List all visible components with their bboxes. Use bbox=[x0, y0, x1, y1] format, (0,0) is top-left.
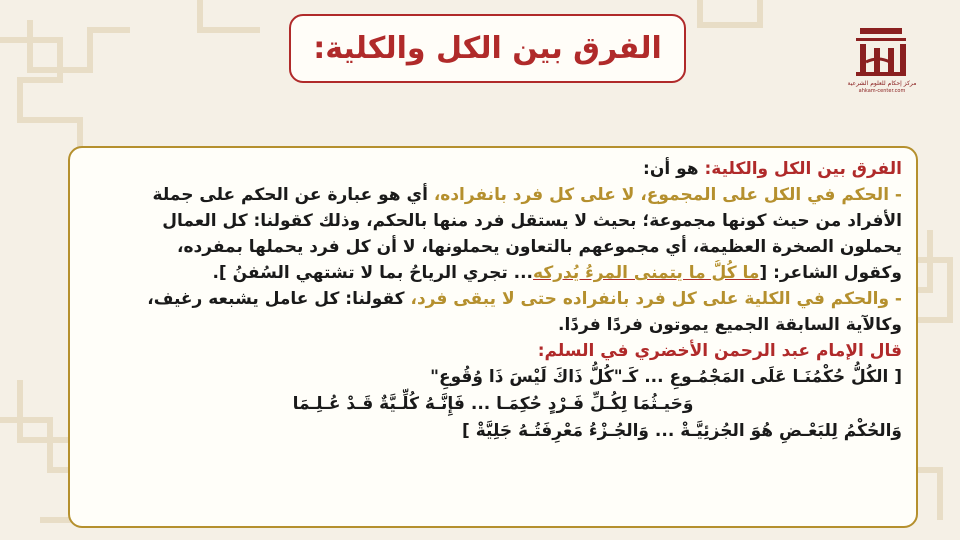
logo-subtitle: مركز إحكام للعلوم الشرعية bbox=[847, 80, 917, 87]
content-line: الأفراد من حيث كونها مجموعة؛ بحيث لا يستقل فرد منها بالحكم، وذلك كقولنا: كل العمال bbox=[162, 211, 902, 231]
body-text: أي هو عبارة عن الحكم على جملة bbox=[152, 185, 434, 205]
body-text: ... تجري الرياحُ بما لا تشتهي السُفنُ ]. bbox=[212, 263, 534, 283]
content-line bbox=[84, 260, 902, 286]
heading-text: الفرق بين الكل والكلية: bbox=[704, 159, 902, 179]
content-box bbox=[68, 146, 918, 528]
logo-tagline: ahkam-center.com bbox=[858, 88, 906, 94]
quote-text: ما كُلُّ ما يتمنى المرءُ يُدركه bbox=[533, 263, 760, 283]
content-line bbox=[84, 156, 902, 182]
poem-line: [ الكُلُّ حُكْمُنَـا عَلَى المَجْمُـوعِ ... كَـ"كُلُّ ذَاكَ لَيْسَ ذَا وُقُوعِ" bbox=[430, 367, 902, 387]
body-text: وكقول الشاعر: [ bbox=[759, 263, 902, 283]
title-box bbox=[289, 14, 686, 83]
poem-line: وَحَيـثُمَا لِكُـلِّ فَـرْدٍ حُكِمَـا ... فَإِنَّـهُ كُلِّـيَّةٌ قَـدْ عُـلِـمَا bbox=[292, 394, 694, 414]
poem-intro: قال الإمام عبد الرحمن الأخضري في السلم: bbox=[537, 341, 902, 361]
page-title: الفرق بين الكل والكلية: bbox=[313, 31, 662, 66]
highlight-text: - الحكم في الكل على المجموع، لا على كل فرد بانفراده، bbox=[433, 185, 902, 205]
highlight-text: - والحكم في الكلية على كل فرد بانفراده حتى لا يبقى فرد، bbox=[410, 289, 902, 309]
content-line bbox=[84, 286, 902, 312]
content-line: وكالآية السابقة الجميع يموتون فردًا فردًا. bbox=[558, 315, 902, 335]
body-text: كقولنا: كل عامل يشبعه رغيف، bbox=[147, 289, 411, 309]
poem-line: وَالحُكْمُ لِلبَعْـضِ هُوَ الجُزئِيَّـةْ ... وَالجُـزْءُ مَعْرِفَتُـهُ جَلِيَّةْ ] bbox=[462, 421, 902, 441]
content-line: يحملون الصخرة العظيمة، أي مجموعهم بالتعاون يحملونها، لا أن كل فرد يحملها بمفرده، bbox=[177, 237, 902, 257]
content-line bbox=[84, 182, 902, 208]
body-text: هو أن: bbox=[643, 159, 705, 179]
